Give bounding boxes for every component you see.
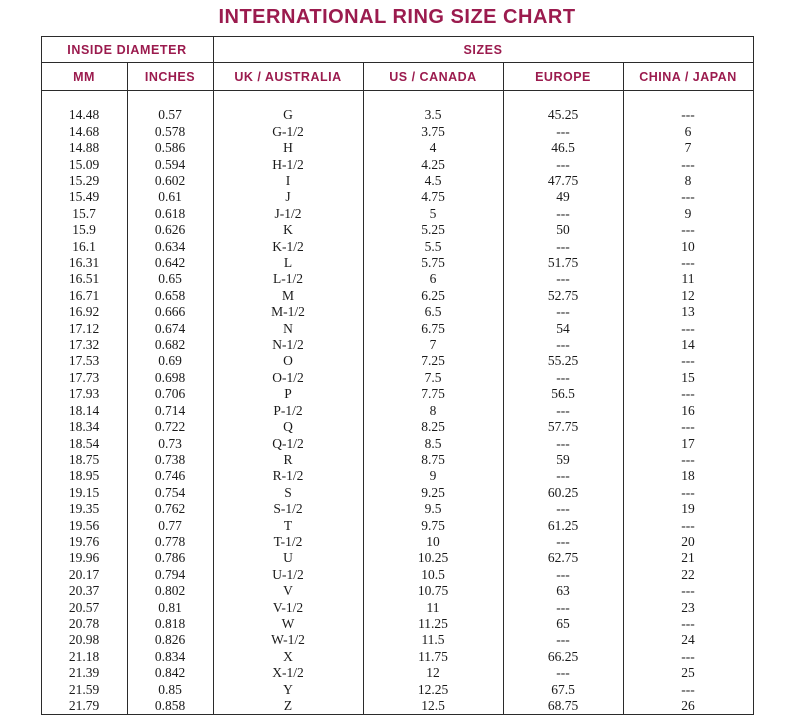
cell-europe: ---	[503, 665, 623, 681]
cell-europe: 57.75	[503, 419, 623, 435]
cell-china-japan: ---	[623, 682, 753, 698]
column-header-inches: INCHES	[127, 63, 213, 91]
cell-us-canada: 5	[363, 206, 503, 222]
cell-china-japan: 12	[623, 288, 753, 304]
cell-uk-australia: U	[213, 550, 363, 566]
cell-inches: 0.618	[127, 206, 213, 222]
column-header-us-canada: US / CANADA	[363, 63, 503, 91]
cell-mm: 17.12	[41, 321, 127, 337]
cell-uk-australia: U-1/2	[213, 567, 363, 583]
table-row	[41, 698, 753, 715]
cell-uk-australia: H	[213, 140, 363, 156]
cell-europe: 62.75	[503, 550, 623, 566]
table-row	[41, 534, 753, 550]
cell-uk-australia: N-1/2	[213, 337, 363, 353]
cell-uk-australia: M	[213, 288, 363, 304]
cell-uk-australia: O-1/2	[213, 370, 363, 386]
cell-mm: 15.9	[41, 222, 127, 238]
cell-europe: ---	[503, 468, 623, 484]
table-row	[41, 550, 753, 566]
cell-us-canada: 9	[363, 468, 503, 484]
cell-us-canada: 4.5	[363, 173, 503, 189]
cell-china-japan: ---	[623, 189, 753, 205]
table-row	[41, 518, 753, 534]
cell-china-japan: ---	[623, 222, 753, 238]
cell-mm: 20.98	[41, 632, 127, 648]
cell-china-japan: ---	[623, 616, 753, 632]
cell-inches: 0.834	[127, 649, 213, 665]
cell-china-japan: ---	[623, 452, 753, 468]
cell-europe: 66.25	[503, 649, 623, 665]
table-row	[41, 304, 753, 320]
cell-europe: 50	[503, 222, 623, 238]
column-header-uk-australia: UK / AUSTRALIA	[213, 63, 363, 91]
cell-uk-australia: S	[213, 485, 363, 501]
cell-us-canada: 7	[363, 337, 503, 353]
cell-inches: 0.666	[127, 304, 213, 320]
cell-us-canada: 3.75	[363, 124, 503, 140]
cell-inches: 0.658	[127, 288, 213, 304]
table-row	[41, 288, 753, 304]
cell-europe: 68.75	[503, 698, 623, 715]
table-body	[41, 91, 753, 715]
cell-mm: 17.93	[41, 386, 127, 402]
cell-uk-australia: W	[213, 616, 363, 632]
cell-china-japan: 9	[623, 206, 753, 222]
spacer-cell	[213, 91, 363, 108]
table-row	[41, 485, 753, 501]
cell-mm: 18.14	[41, 403, 127, 419]
table-row	[41, 321, 753, 337]
cell-us-canada: 8	[363, 403, 503, 419]
cell-inches: 0.786	[127, 550, 213, 566]
table-row	[41, 682, 753, 698]
cell-mm: 16.51	[41, 271, 127, 287]
cell-europe: 63	[503, 583, 623, 599]
cell-europe: ---	[503, 370, 623, 386]
table-row	[41, 353, 753, 369]
cell-inches: 0.682	[127, 337, 213, 353]
column-header-row	[41, 63, 753, 91]
cell-europe: ---	[503, 239, 623, 255]
cell-us-canada: 6.5	[363, 304, 503, 320]
cell-mm: 21.79	[41, 698, 127, 715]
cell-europe: 65	[503, 616, 623, 632]
cell-china-japan: 25	[623, 665, 753, 681]
table-row	[41, 140, 753, 156]
cell-us-canada: 4	[363, 140, 503, 156]
cell-china-japan: ---	[623, 321, 753, 337]
cell-china-japan: ---	[623, 386, 753, 402]
table-row	[41, 616, 753, 632]
cell-us-canada: 10	[363, 534, 503, 550]
cell-inches: 0.642	[127, 255, 213, 271]
cell-uk-australia: R	[213, 452, 363, 468]
cell-inches: 0.73	[127, 436, 213, 452]
cell-mm: 18.54	[41, 436, 127, 452]
cell-us-canada: 10.25	[363, 550, 503, 566]
cell-us-canada: 12	[363, 665, 503, 681]
cell-uk-australia: Q	[213, 419, 363, 435]
cell-europe: ---	[503, 304, 623, 320]
spacer-cell	[503, 91, 623, 108]
cell-inches: 0.69	[127, 353, 213, 369]
cell-inches: 0.81	[127, 600, 213, 616]
cell-mm: 21.39	[41, 665, 127, 681]
cell-inches: 0.858	[127, 698, 213, 715]
table-row	[41, 206, 753, 222]
cell-europe: 61.25	[503, 518, 623, 534]
table-row	[41, 419, 753, 435]
cell-us-canada: 5.5	[363, 239, 503, 255]
cell-us-canada: 6.75	[363, 321, 503, 337]
cell-inches: 0.61	[127, 189, 213, 205]
cell-uk-australia: H-1/2	[213, 157, 363, 173]
cell-europe: 67.5	[503, 682, 623, 698]
cell-china-japan: 15	[623, 370, 753, 386]
cell-us-canada: 11	[363, 600, 503, 616]
cell-europe: 54	[503, 321, 623, 337]
cell-china-japan: 17	[623, 436, 753, 452]
cell-mm: 19.15	[41, 485, 127, 501]
table-row	[41, 271, 753, 287]
cell-inches: 0.818	[127, 616, 213, 632]
cell-us-canada: 8.75	[363, 452, 503, 468]
table-row	[41, 452, 753, 468]
cell-inches: 0.738	[127, 452, 213, 468]
cell-china-japan: 19	[623, 501, 753, 517]
column-header-europe: EUROPE	[503, 63, 623, 91]
table-row	[41, 468, 753, 484]
cell-inches: 0.77	[127, 518, 213, 534]
table-row	[41, 386, 753, 402]
cell-europe: 52.75	[503, 288, 623, 304]
cell-mm: 16.92	[41, 304, 127, 320]
cell-china-japan: 10	[623, 239, 753, 255]
cell-uk-australia: L	[213, 255, 363, 271]
table-row	[41, 632, 753, 648]
table-row	[41, 370, 753, 386]
cell-china-japan: 8	[623, 173, 753, 189]
cell-us-canada: 10.5	[363, 567, 503, 583]
cell-mm: 17.73	[41, 370, 127, 386]
cell-europe: ---	[503, 337, 623, 353]
cell-europe: ---	[503, 271, 623, 287]
cell-us-canada: 5.75	[363, 255, 503, 271]
cell-inches: 0.722	[127, 419, 213, 435]
cell-europe: ---	[503, 436, 623, 452]
cell-mm: 21.59	[41, 682, 127, 698]
cell-uk-australia: M-1/2	[213, 304, 363, 320]
cell-uk-australia: T	[213, 518, 363, 534]
cell-europe: ---	[503, 124, 623, 140]
cell-us-canada: 8.5	[363, 436, 503, 452]
cell-uk-australia: Q-1/2	[213, 436, 363, 452]
cell-uk-australia: J-1/2	[213, 206, 363, 222]
cell-europe: ---	[503, 632, 623, 648]
cell-europe: 46.5	[503, 140, 623, 156]
cell-uk-australia: W-1/2	[213, 632, 363, 648]
cell-uk-australia: X-1/2	[213, 665, 363, 681]
cell-europe: 47.75	[503, 173, 623, 189]
cell-inches: 0.674	[127, 321, 213, 337]
cell-inches: 0.578	[127, 124, 213, 140]
table-row	[41, 665, 753, 681]
table-header	[41, 37, 753, 91]
cell-inches: 0.57	[127, 107, 213, 123]
cell-mm: 20.57	[41, 600, 127, 616]
cell-china-japan: 6	[623, 124, 753, 140]
cell-china-japan: 22	[623, 567, 753, 583]
cell-inches: 0.698	[127, 370, 213, 386]
cell-uk-australia: T-1/2	[213, 534, 363, 550]
table-row	[41, 222, 753, 238]
cell-inches: 0.602	[127, 173, 213, 189]
spacer-cell	[363, 91, 503, 108]
table-row	[41, 173, 753, 189]
cell-uk-australia: P	[213, 386, 363, 402]
cell-us-canada: 4.25	[363, 157, 503, 173]
cell-us-canada: 11.25	[363, 616, 503, 632]
cell-china-japan: 18	[623, 468, 753, 484]
table-row	[41, 600, 753, 616]
cell-us-canada: 6	[363, 271, 503, 287]
cell-uk-australia: Y	[213, 682, 363, 698]
cell-us-canada: 7.75	[363, 386, 503, 402]
cell-china-japan: ---	[623, 353, 753, 369]
cell-uk-australia: G-1/2	[213, 124, 363, 140]
cell-us-canada: 7.25	[363, 353, 503, 369]
cell-uk-australia: Z	[213, 698, 363, 715]
cell-us-canada: 12.5	[363, 698, 503, 715]
cell-china-japan: 20	[623, 534, 753, 550]
table-row	[41, 107, 753, 123]
cell-mm: 15.29	[41, 173, 127, 189]
cell-uk-australia: I	[213, 173, 363, 189]
cell-mm: 19.76	[41, 534, 127, 550]
column-header-mm: MM	[41, 63, 127, 91]
cell-mm: 15.7	[41, 206, 127, 222]
table-row	[41, 567, 753, 583]
cell-inches: 0.802	[127, 583, 213, 599]
cell-mm: 16.71	[41, 288, 127, 304]
cell-us-canada: 8.25	[363, 419, 503, 435]
ring-size-table	[41, 36, 754, 715]
cell-china-japan: ---	[623, 583, 753, 599]
spacer-cell	[127, 91, 213, 108]
cell-inches: 0.586	[127, 140, 213, 156]
cell-uk-australia: X	[213, 649, 363, 665]
page-title: INTERNATIONAL RING SIZE CHART	[218, 6, 576, 28]
cell-china-japan: ---	[623, 157, 753, 173]
cell-uk-australia: K	[213, 222, 363, 238]
cell-inches: 0.65	[127, 271, 213, 287]
cell-inches: 0.762	[127, 501, 213, 517]
cell-mm: 20.17	[41, 567, 127, 583]
cell-mm: 20.37	[41, 583, 127, 599]
cell-europe: ---	[503, 567, 623, 583]
cell-uk-australia: V-1/2	[213, 600, 363, 616]
cell-uk-australia: V	[213, 583, 363, 599]
cell-inches: 0.842	[127, 665, 213, 681]
cell-europe: 59	[503, 452, 623, 468]
cell-china-japan: 13	[623, 304, 753, 320]
cell-mm: 16.1	[41, 239, 127, 255]
cell-europe: ---	[503, 157, 623, 173]
group-header-inside-diameter: INSIDE DIAMETER	[41, 37, 213, 63]
cell-china-japan: ---	[623, 107, 753, 123]
table-row	[41, 501, 753, 517]
cell-inches: 0.85	[127, 682, 213, 698]
cell-uk-australia: R-1/2	[213, 468, 363, 484]
cell-inches: 0.826	[127, 632, 213, 648]
table-row	[41, 403, 753, 419]
cell-china-japan: 21	[623, 550, 753, 566]
table-row	[41, 337, 753, 353]
cell-mm: 18.34	[41, 419, 127, 435]
cell-china-japan: ---	[623, 485, 753, 501]
cell-china-japan: ---	[623, 649, 753, 665]
cell-uk-australia: G	[213, 107, 363, 123]
cell-us-canada: 3.5	[363, 107, 503, 123]
cell-europe: 51.75	[503, 255, 623, 271]
cell-us-canada: 9.75	[363, 518, 503, 534]
cell-uk-australia: P-1/2	[213, 403, 363, 419]
cell-us-canada: 5.25	[363, 222, 503, 238]
cell-inches: 0.706	[127, 386, 213, 402]
cell-uk-australia: K-1/2	[213, 239, 363, 255]
cell-europe: ---	[503, 501, 623, 517]
cell-europe: ---	[503, 403, 623, 419]
cell-inches: 0.794	[127, 567, 213, 583]
cell-mm: 19.56	[41, 518, 127, 534]
cell-europe: 49	[503, 189, 623, 205]
table-row	[41, 124, 753, 140]
cell-us-canada: 11.75	[363, 649, 503, 665]
cell-mm: 19.96	[41, 550, 127, 566]
spacer-cell	[41, 91, 127, 108]
cell-us-canada: 4.75	[363, 189, 503, 205]
cell-china-japan: 16	[623, 403, 753, 419]
cell-inches: 0.746	[127, 468, 213, 484]
table-row	[41, 583, 753, 599]
cell-europe: 60.25	[503, 485, 623, 501]
cell-china-japan: ---	[623, 255, 753, 271]
table-row	[41, 239, 753, 255]
cell-mm: 17.53	[41, 353, 127, 369]
cell-uk-australia: O	[213, 353, 363, 369]
group-header-sizes: SIZES	[213, 37, 753, 63]
column-header-china-japan: CHINA / JAPAN	[623, 63, 753, 91]
cell-us-canada: 7.5	[363, 370, 503, 386]
cell-china-japan: 26	[623, 698, 753, 715]
cell-us-canada: 12.25	[363, 682, 503, 698]
cell-mm: 15.09	[41, 157, 127, 173]
cell-us-canada: 6.25	[363, 288, 503, 304]
spacer-cell	[623, 91, 753, 108]
cell-uk-australia: J	[213, 189, 363, 205]
cell-us-canada: 10.75	[363, 583, 503, 599]
table-row	[41, 189, 753, 205]
cell-uk-australia: S-1/2	[213, 501, 363, 517]
table-row	[41, 255, 753, 271]
cell-mm: 19.35	[41, 501, 127, 517]
cell-china-japan: ---	[623, 518, 753, 534]
cell-inches: 0.626	[127, 222, 213, 238]
cell-europe: 55.25	[503, 353, 623, 369]
cell-inches: 0.594	[127, 157, 213, 173]
cell-china-japan: 11	[623, 271, 753, 287]
cell-mm: 14.68	[41, 124, 127, 140]
cell-china-japan: 14	[623, 337, 753, 353]
cell-uk-australia: N	[213, 321, 363, 337]
cell-us-canada: 9.5	[363, 501, 503, 517]
cell-mm: 21.18	[41, 649, 127, 665]
cell-china-japan: ---	[623, 419, 753, 435]
cell-mm: 14.48	[41, 107, 127, 123]
cell-uk-australia: L-1/2	[213, 271, 363, 287]
cell-mm: 16.31	[41, 255, 127, 271]
cell-mm: 18.75	[41, 452, 127, 468]
cell-europe: ---	[503, 600, 623, 616]
table-row	[41, 436, 753, 452]
cell-us-canada: 9.25	[363, 485, 503, 501]
cell-mm: 17.32	[41, 337, 127, 353]
cell-inches: 0.754	[127, 485, 213, 501]
cell-inches: 0.714	[127, 403, 213, 419]
cell-europe: ---	[503, 206, 623, 222]
cell-inches: 0.778	[127, 534, 213, 550]
table-row	[41, 649, 753, 665]
cell-europe: 45.25	[503, 107, 623, 123]
cell-mm: 14.88	[41, 140, 127, 156]
cell-china-japan: 23	[623, 600, 753, 616]
cell-us-canada: 11.5	[363, 632, 503, 648]
cell-china-japan: 7	[623, 140, 753, 156]
table-spacer-row	[41, 91, 753, 108]
cell-europe: 56.5	[503, 386, 623, 402]
cell-europe: ---	[503, 534, 623, 550]
table-row	[41, 157, 753, 173]
cell-inches: 0.634	[127, 239, 213, 255]
cell-mm: 20.78	[41, 616, 127, 632]
cell-mm: 15.49	[41, 189, 127, 205]
group-header-row	[41, 37, 753, 63]
cell-mm: 18.95	[41, 468, 127, 484]
cell-china-japan: 24	[623, 632, 753, 648]
